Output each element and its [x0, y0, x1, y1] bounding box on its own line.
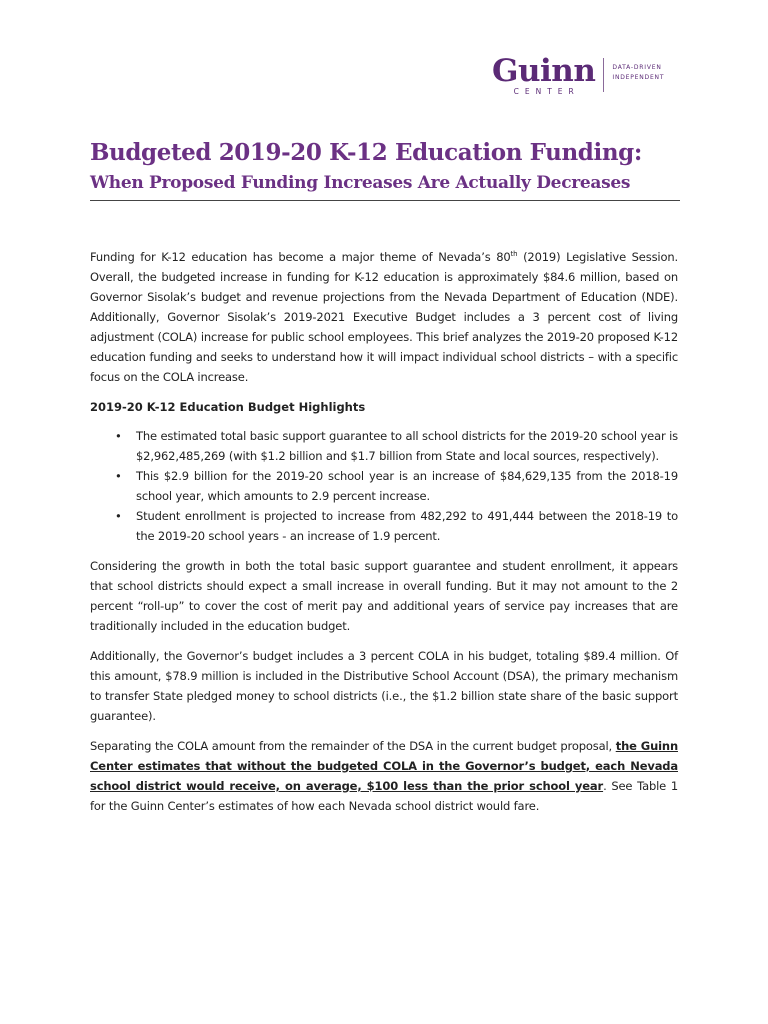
logo-tagline-line2: INDEPENDENT	[612, 74, 665, 81]
highlights-heading: 2019-20 K-12 Education Budget Highlights	[90, 400, 366, 414]
estimate-text-before: Separating the COLA amount from the remainder of the DSA in the current budget proposal,	[90, 739, 616, 753]
list-item-text: This $2.9 billion for the 2019-20 school year is an increase of $84,629,135 from the 2018-19 school year, which amounts to 2.9 percent increase.	[136, 469, 678, 503]
title-rule	[90, 200, 680, 201]
page-title: Budgeted 2019-20 K-12 Education Funding:	[90, 139, 642, 166]
estimate-emphasis: the Guinn Center estimates that without the budgeted COLA in the Governor’s budget, each Nevada school district would receive, on average, $100 less than the prior school year	[90, 739, 678, 793]
list-item-text: Student enrollment is projected to increase from 482,292 to 491,444 between the 2018-19 to the 2019-20 school years - an increase of 1.9 percent.	[136, 509, 678, 543]
logo-tagline	[612, 63, 664, 83]
cola-paragraph: Additionally, the Governor’s budget includes a 3 percent COLA in his budget, totaling $89.4 million. Of this amount, $78.9 million is included in the Distributive School Account (DSA), the primary mechanism to transfer State pledged money to school districts (i.e., the $1.2 billion state share of the basic support guarantee).	[90, 649, 678, 723]
list-item	[115, 506, 678, 546]
estimate-text-after: . See Table 1 for the Guinn Center’s estimates of how each Nevada school district would fare.	[90, 779, 679, 813]
estimate-paragraph	[90, 736, 678, 816]
logo-center-text: CENTER	[513, 87, 580, 96]
logo-tagline-line1: DATA-DRIVEN	[612, 64, 662, 71]
intro-superscript: th	[510, 250, 518, 259]
intro-text-1: Funding for K-12 education has become a major theme of Nevada’s 80	[90, 250, 511, 264]
growth-paragraph: Considering the growth in both the total basic support guarantee and student enrollment, it appears that school districts should expect a small increase in overall funding. But it may not amount to the 2 percent “roll-up” to cover the cost of merit pay and additional years of service pay increases that are traditionally included in the education budget.	[90, 559, 678, 633]
bullet-icon: •	[115, 509, 122, 523]
bullet-icon: •	[115, 469, 122, 483]
logo-wordmark	[492, 53, 596, 96]
list-item	[115, 426, 678, 466]
logo-word: Guinn	[492, 53, 596, 89]
intro-paragraph	[90, 247, 678, 387]
list-item-text: The estimated total basic support guarantee to all school districts for the 2019-20 school year is $2,962,485,269 (with $1.2 billion and $1.7 billion from State and local sources, respectively).	[136, 429, 678, 463]
list-item	[115, 466, 678, 506]
intro-text-2: (2019) Legislative Session. Overall, the budgeted increase in funding for K-12 education is approximately $84.6 million, based on Governor Sisolak’s budget and revenue projections from the Nevada Department of Education (NDE). Additionally, Governor Sisolak’s 2019-2021 Executive Budget includes a 3 percent cost of living adjustment (COLA) increase for public school employees. This brief analyzes the 2019-20 proposed K-12 education funding and seeks to understand how it will impact individual school districts – with a specific focus on the COLA increase.	[90, 250, 678, 384]
title-block	[90, 138, 680, 201]
logo-divider	[603, 58, 604, 92]
bullet-icon: •	[115, 429, 122, 443]
highlights-list	[90, 426, 678, 546]
guinn-center-logo	[492, 53, 665, 96]
page-subtitle: When Proposed Funding Increases Are Actually Decreases	[90, 173, 631, 193]
document-body	[90, 247, 678, 826]
